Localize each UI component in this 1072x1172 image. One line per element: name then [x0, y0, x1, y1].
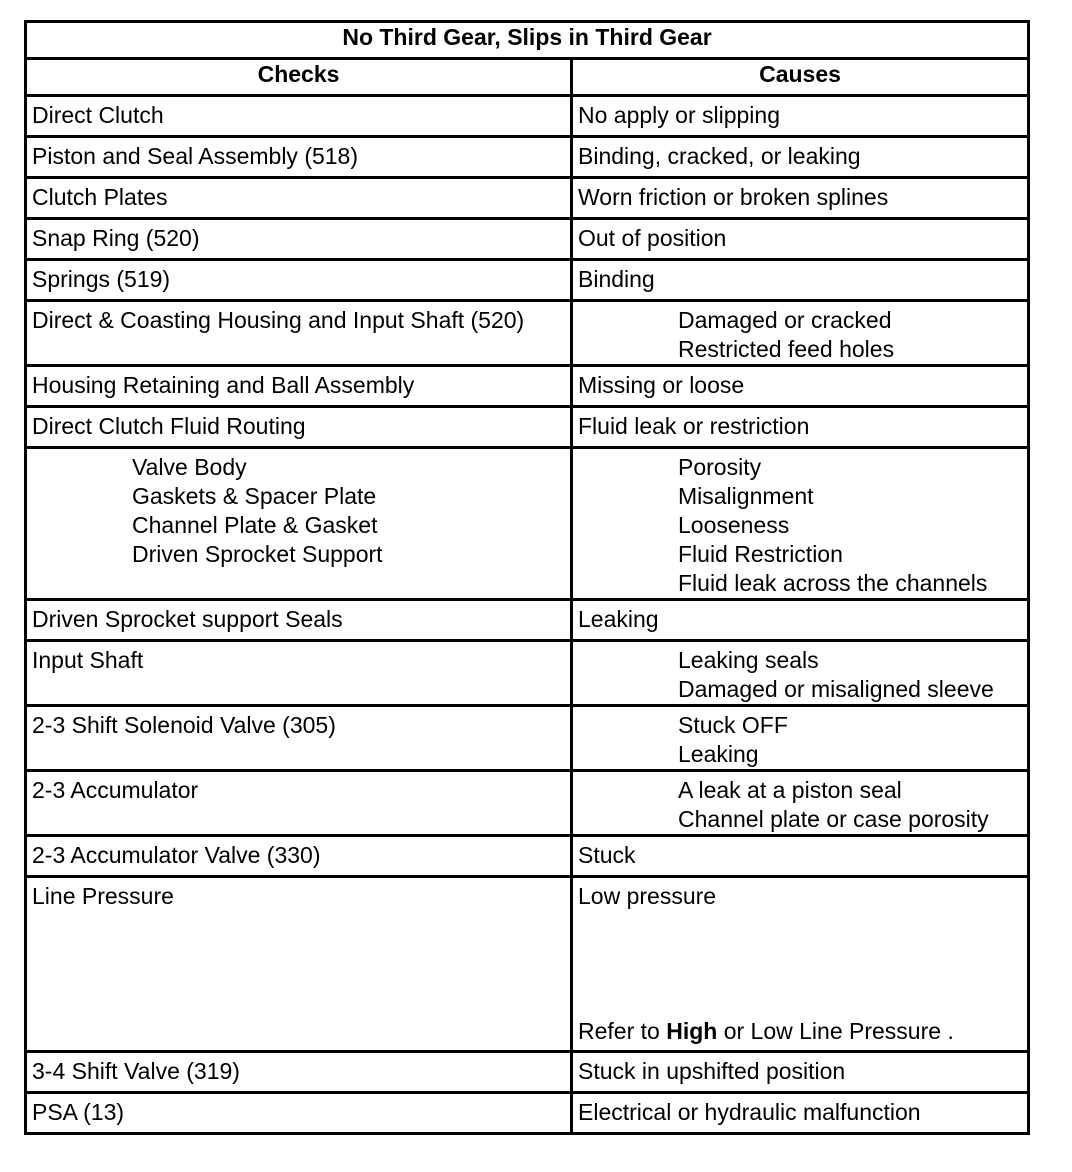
cause-cell: Stuck [572, 836, 1029, 877]
check-line: Gaskets & Spacer Plate [132, 483, 377, 509]
cause-line: Misalignment [678, 483, 814, 509]
cause-line: Fluid leak across the channels [678, 570, 988, 596]
cause-line: Leaking seals [678, 647, 819, 673]
cause-cell [572, 706, 1029, 771]
table-title: No Third Gear, Slips in Third Gear [26, 22, 1029, 59]
cause-line: Low pressure [578, 883, 717, 909]
check-line: Driven Sprocket Support [132, 541, 383, 567]
table-row [26, 706, 1029, 771]
table-row [26, 178, 1029, 219]
check-cell: Line Pressure [26, 877, 572, 1052]
table-row [26, 301, 1029, 366]
cause-cell: Binding [572, 260, 1029, 301]
cause-cell: Out of position [572, 219, 1029, 260]
check-cell: 2-3 Accumulator Valve (330) [26, 836, 572, 877]
cause-line: Channel plate or case porosity [678, 806, 989, 832]
cause-cell: No apply or slipping [572, 96, 1029, 137]
cause-line: Porosity [678, 454, 762, 480]
check-cell: Snap Ring (520) [26, 219, 572, 260]
cause-cell: Missing or loose [572, 366, 1029, 407]
table-row [26, 407, 1029, 448]
cause-cell [572, 301, 1029, 366]
table-row [26, 219, 1029, 260]
check-cell: Clutch Plates [26, 178, 572, 219]
cause-cell: Binding, cracked, or leaking [572, 137, 1029, 178]
cause-line: Leaking [678, 741, 759, 767]
check-line: Valve Body [132, 454, 247, 480]
check-cell: 2-3 Accumulator [26, 771, 572, 836]
check-cell: Housing Retaining and Ball Assembly [26, 366, 572, 407]
cause-line: Fluid Restriction [678, 541, 843, 567]
cause-cell: Worn friction or broken splines [572, 178, 1029, 219]
check-cell: Direct Clutch [26, 96, 572, 137]
table-row [26, 260, 1029, 301]
reference-suffix: or Low Line Pressure . [717, 1018, 954, 1044]
check-cell: Piston and Seal Assembly (518) [26, 137, 572, 178]
high-line-pressure-link[interactable]: High [666, 1018, 718, 1044]
table-title-row [26, 22, 1029, 59]
table-row [26, 96, 1029, 137]
table-row [26, 1052, 1029, 1093]
check-cell [26, 448, 572, 600]
table-row [26, 641, 1029, 706]
cause-line: Stuck OFF [678, 712, 788, 738]
check-cell: Driven Sprocket support Seals [26, 600, 572, 641]
table-row [26, 836, 1029, 877]
header-row [26, 59, 1029, 96]
table-row [26, 366, 1029, 407]
check-cell: Direct Clutch Fluid Routing [26, 407, 572, 448]
diagnosis-table [24, 20, 1030, 1135]
cause-line: Damaged or misaligned sleeve [678, 676, 994, 702]
table-row [26, 600, 1029, 641]
check-line: Channel Plate & Gasket [132, 512, 378, 538]
table-row [26, 771, 1029, 836]
check-cell: 2-3 Shift Solenoid Valve (305) [26, 706, 572, 771]
cause-cell [572, 877, 1029, 1052]
cause-line: Damaged or cracked [678, 307, 892, 333]
check-cell: PSA (13) [26, 1093, 572, 1134]
table-row [26, 448, 1029, 600]
cause-cell [572, 641, 1029, 706]
cause-cell [572, 771, 1029, 836]
cause-cell [572, 448, 1029, 600]
cause-line: Restricted feed holes [678, 336, 895, 362]
reference-line [578, 1017, 1022, 1046]
table-row [26, 877, 1029, 1052]
table-row [26, 1093, 1029, 1134]
reference-prefix: Refer to [578, 1018, 667, 1044]
cause-line: A leak at a piston seal [678, 777, 902, 803]
cause-cell: Stuck in upshifted position [572, 1052, 1029, 1093]
check-cell: Direct & Coasting Housing and Input Shaft (520) [26, 301, 572, 366]
cause-cell: Fluid leak or restriction [572, 407, 1029, 448]
cause-line: Looseness [678, 512, 790, 538]
check-cell: Springs (519) [26, 260, 572, 301]
checks-header: Checks [26, 59, 572, 96]
check-cell: 3-4 Shift Valve (319) [26, 1052, 572, 1093]
cause-cell: Leaking [572, 600, 1029, 641]
table-row [26, 137, 1029, 178]
cause-cell: Electrical or hydraulic malfunction [572, 1093, 1029, 1134]
causes-header: Causes [572, 59, 1029, 96]
check-cell: Input Shaft [26, 641, 572, 706]
